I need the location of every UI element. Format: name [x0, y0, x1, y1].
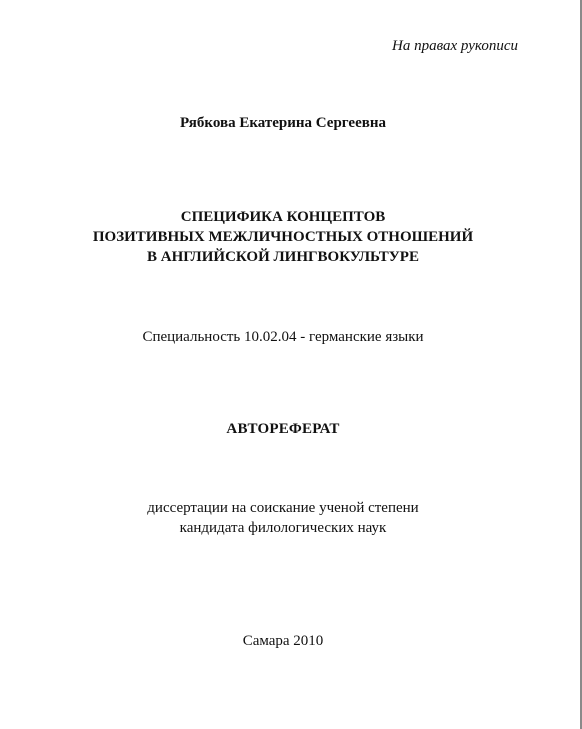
rights-note: На правах рукописи — [392, 38, 518, 54]
dissertation-title — [0, 207, 566, 267]
specialty-line: Специальность 10.02.04 - германские языки — [142, 329, 424, 345]
purpose-line-2: кандидата филологических наук — [179, 520, 387, 536]
place-year: Самара 2010 — [242, 633, 324, 649]
title-line-3: В АНГЛИЙСКОЙ ЛИНГВОКУЛЬТУРЕ — [147, 249, 419, 265]
title-line-2: ПОЗИТИВНЫХ МЕЖЛИЧНОСТНЫХ ОТНОШЕНИЙ — [92, 229, 474, 245]
document-type: АВТОРЕФЕРАТ — [226, 421, 340, 437]
title-line-1: СПЕЦИФИКА КОНЦЕПТОВ — [180, 209, 386, 225]
author-name: Рябкова Екатерина Сергеевна — [180, 115, 386, 131]
degree-purpose — [0, 498, 566, 538]
purpose-line-1: диссертации на соискание ученой степени — [147, 500, 419, 516]
